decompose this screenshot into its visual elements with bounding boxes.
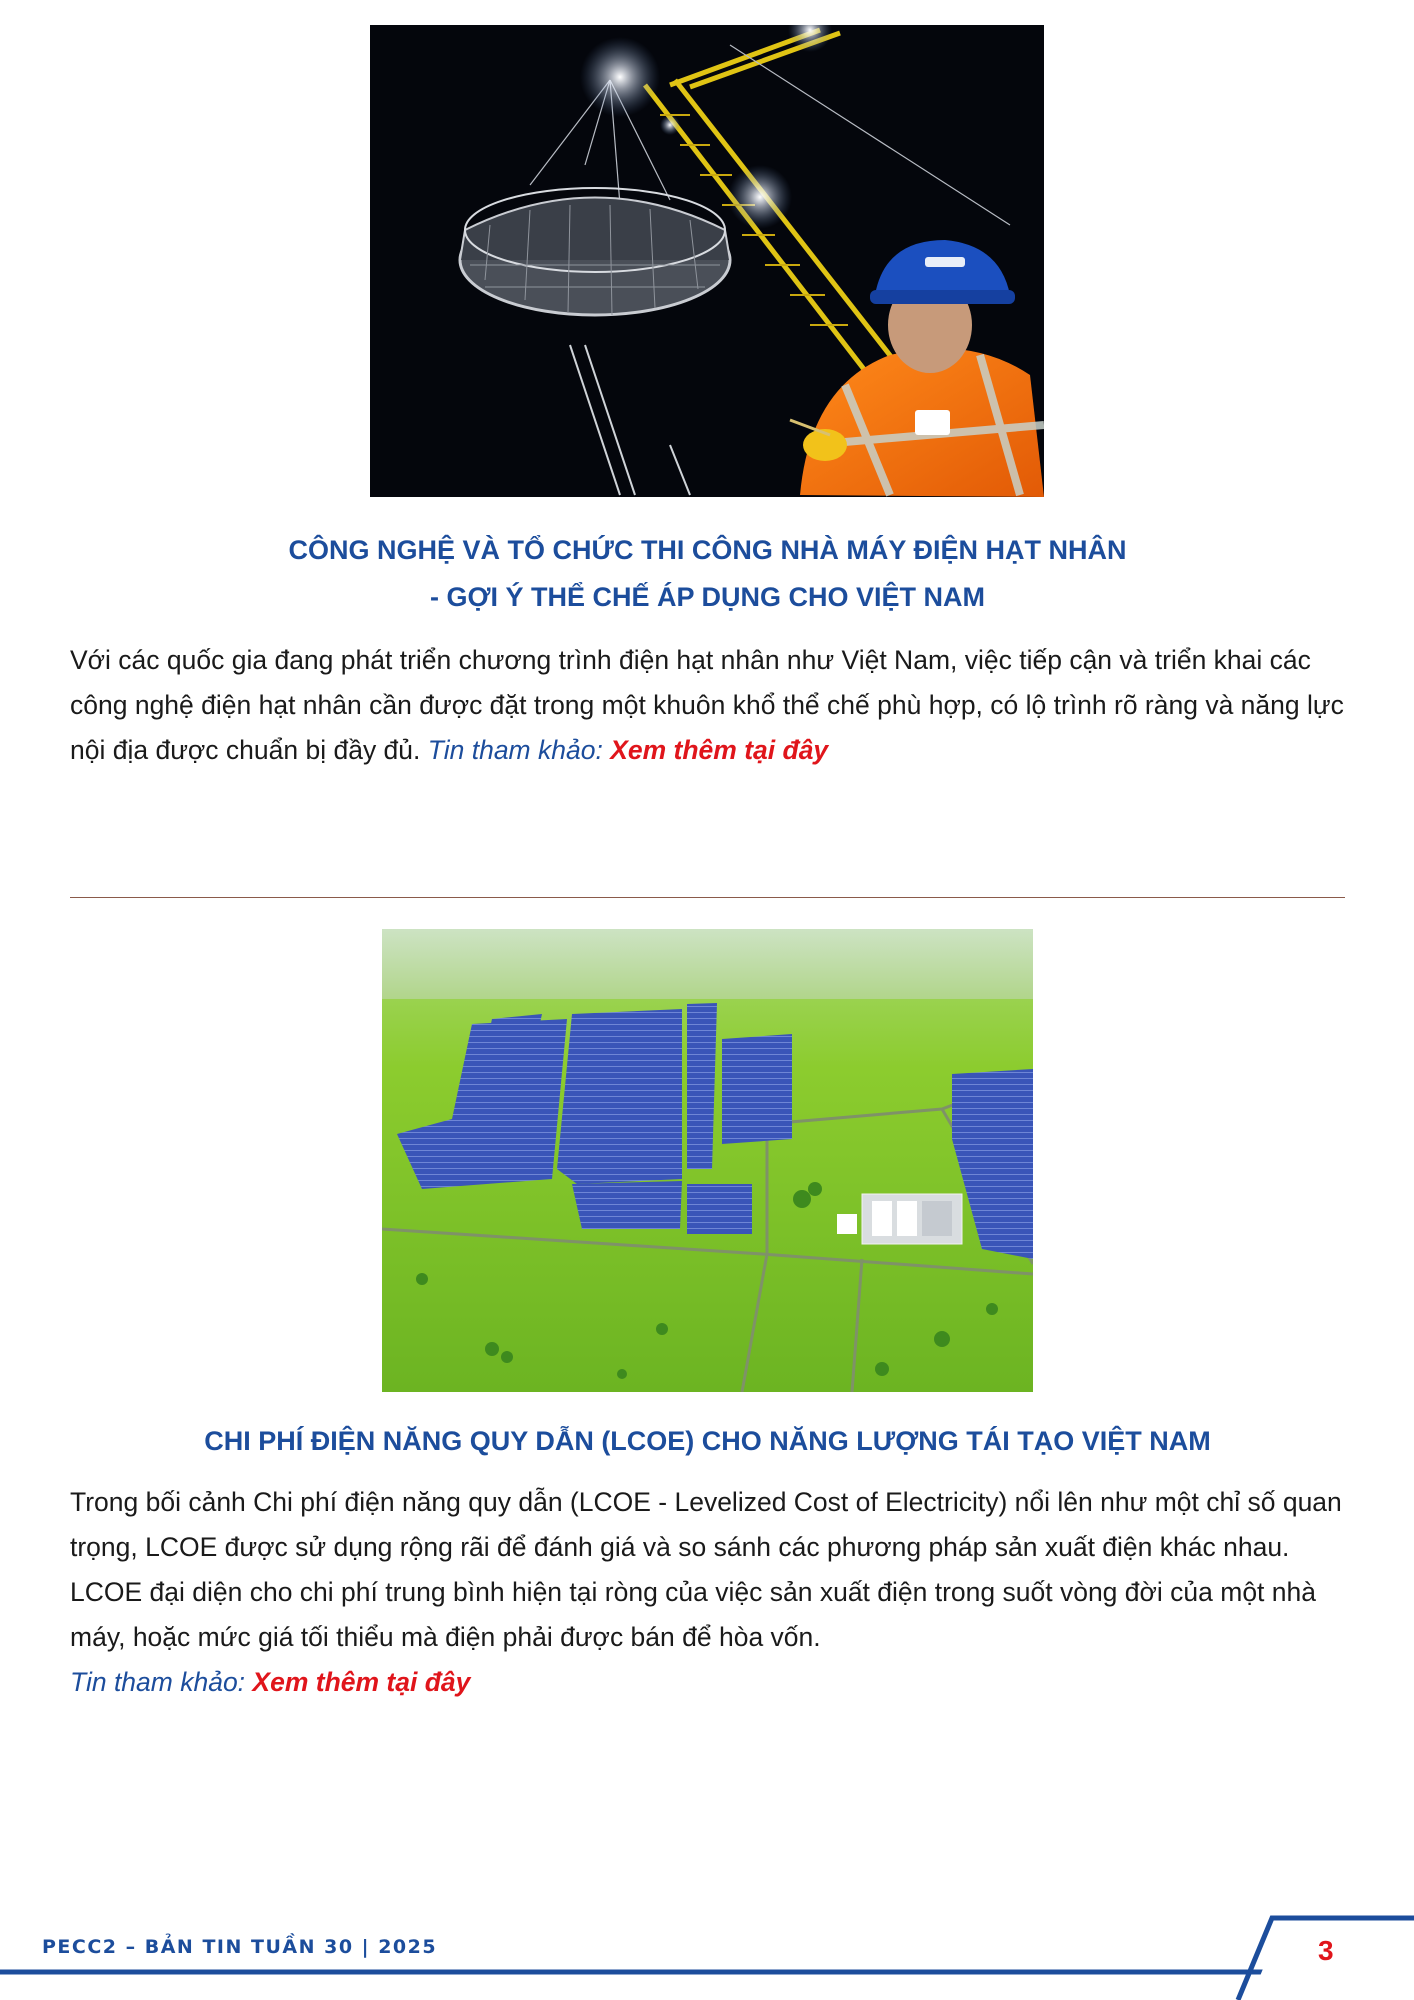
article-2-title-line-1: CHI PHÍ ĐIỆN NĂNG QUY DẪN (LCOE) CHO NĂNG LƯỢNG TÁI TẠO VIỆT NAM <box>204 1426 1211 1456</box>
article-2-ref-label: Tin tham khảo: <box>70 1667 246 1697</box>
page-number: 3 <box>1318 1935 1334 1966</box>
solar-farm-illustration <box>382 929 1033 1392</box>
article-2-title <box>70 1418 1345 1465</box>
article-1-ref-label: Tin tham khảo: <box>427 735 603 765</box>
article-2-body <box>70 1480 1350 1705</box>
nuclear-construction-illustration <box>370 25 1044 497</box>
article-1-body-text: Với các quốc gia đang phát triển chương trình điện hạt nhân như Việt Nam, việc tiếp cận và triển khai các công nghệ điện hạt nhân cần được đặt trong một khuôn khổ thể chế phù hợp, có lộ trình rõ ràng và năng lực nội địa được chuẩn bị đầy đủ. <box>70 645 1344 765</box>
article-1-body <box>70 638 1350 773</box>
article-1-title-line-2: - GỢI Ý THỂ CHẾ ÁP DỤNG CHO VIỆT NAM <box>429 582 986 612</box>
solar-farm-photo <box>382 929 1033 1392</box>
article-2-body-text: Trong bối cảnh Chi phí điện năng quy dẫn (LCOE - Levelized Cost of Electricity) nổi lên như một chỉ số quan trọng, LCOE được sử dụng rộng rãi để đánh giá và so sánh các phương pháp sản xuất điện khác nhau. LCOE đại diện cho chi phí trung bình hiện tại ròng của việc sản xuất điện trong suốt vòng đời của một nhà máy, hoặc mức giá tối thiểu mà điện phải được bán để hòa vốn. <box>70 1487 1342 1652</box>
footer-publication-label: PECC2 – BẢN TIN TUẦN 30 | 2025 <box>42 1936 438 1958</box>
nuclear-construction-photo <box>370 25 1044 497</box>
article-2-read-more-link[interactable]: Xem thêm tại đây <box>252 1667 471 1697</box>
article-1-title-line-1: CÔNG NGHỆ VÀ TỔ CHỨC THI CÔNG NHÀ MÁY ĐIỆN HẠT NHÂN <box>288 535 1127 565</box>
article-1-title <box>70 527 1345 621</box>
article-1-read-more-link[interactable]: Xem thêm tại đây <box>610 735 829 765</box>
article-divider <box>70 897 1345 898</box>
